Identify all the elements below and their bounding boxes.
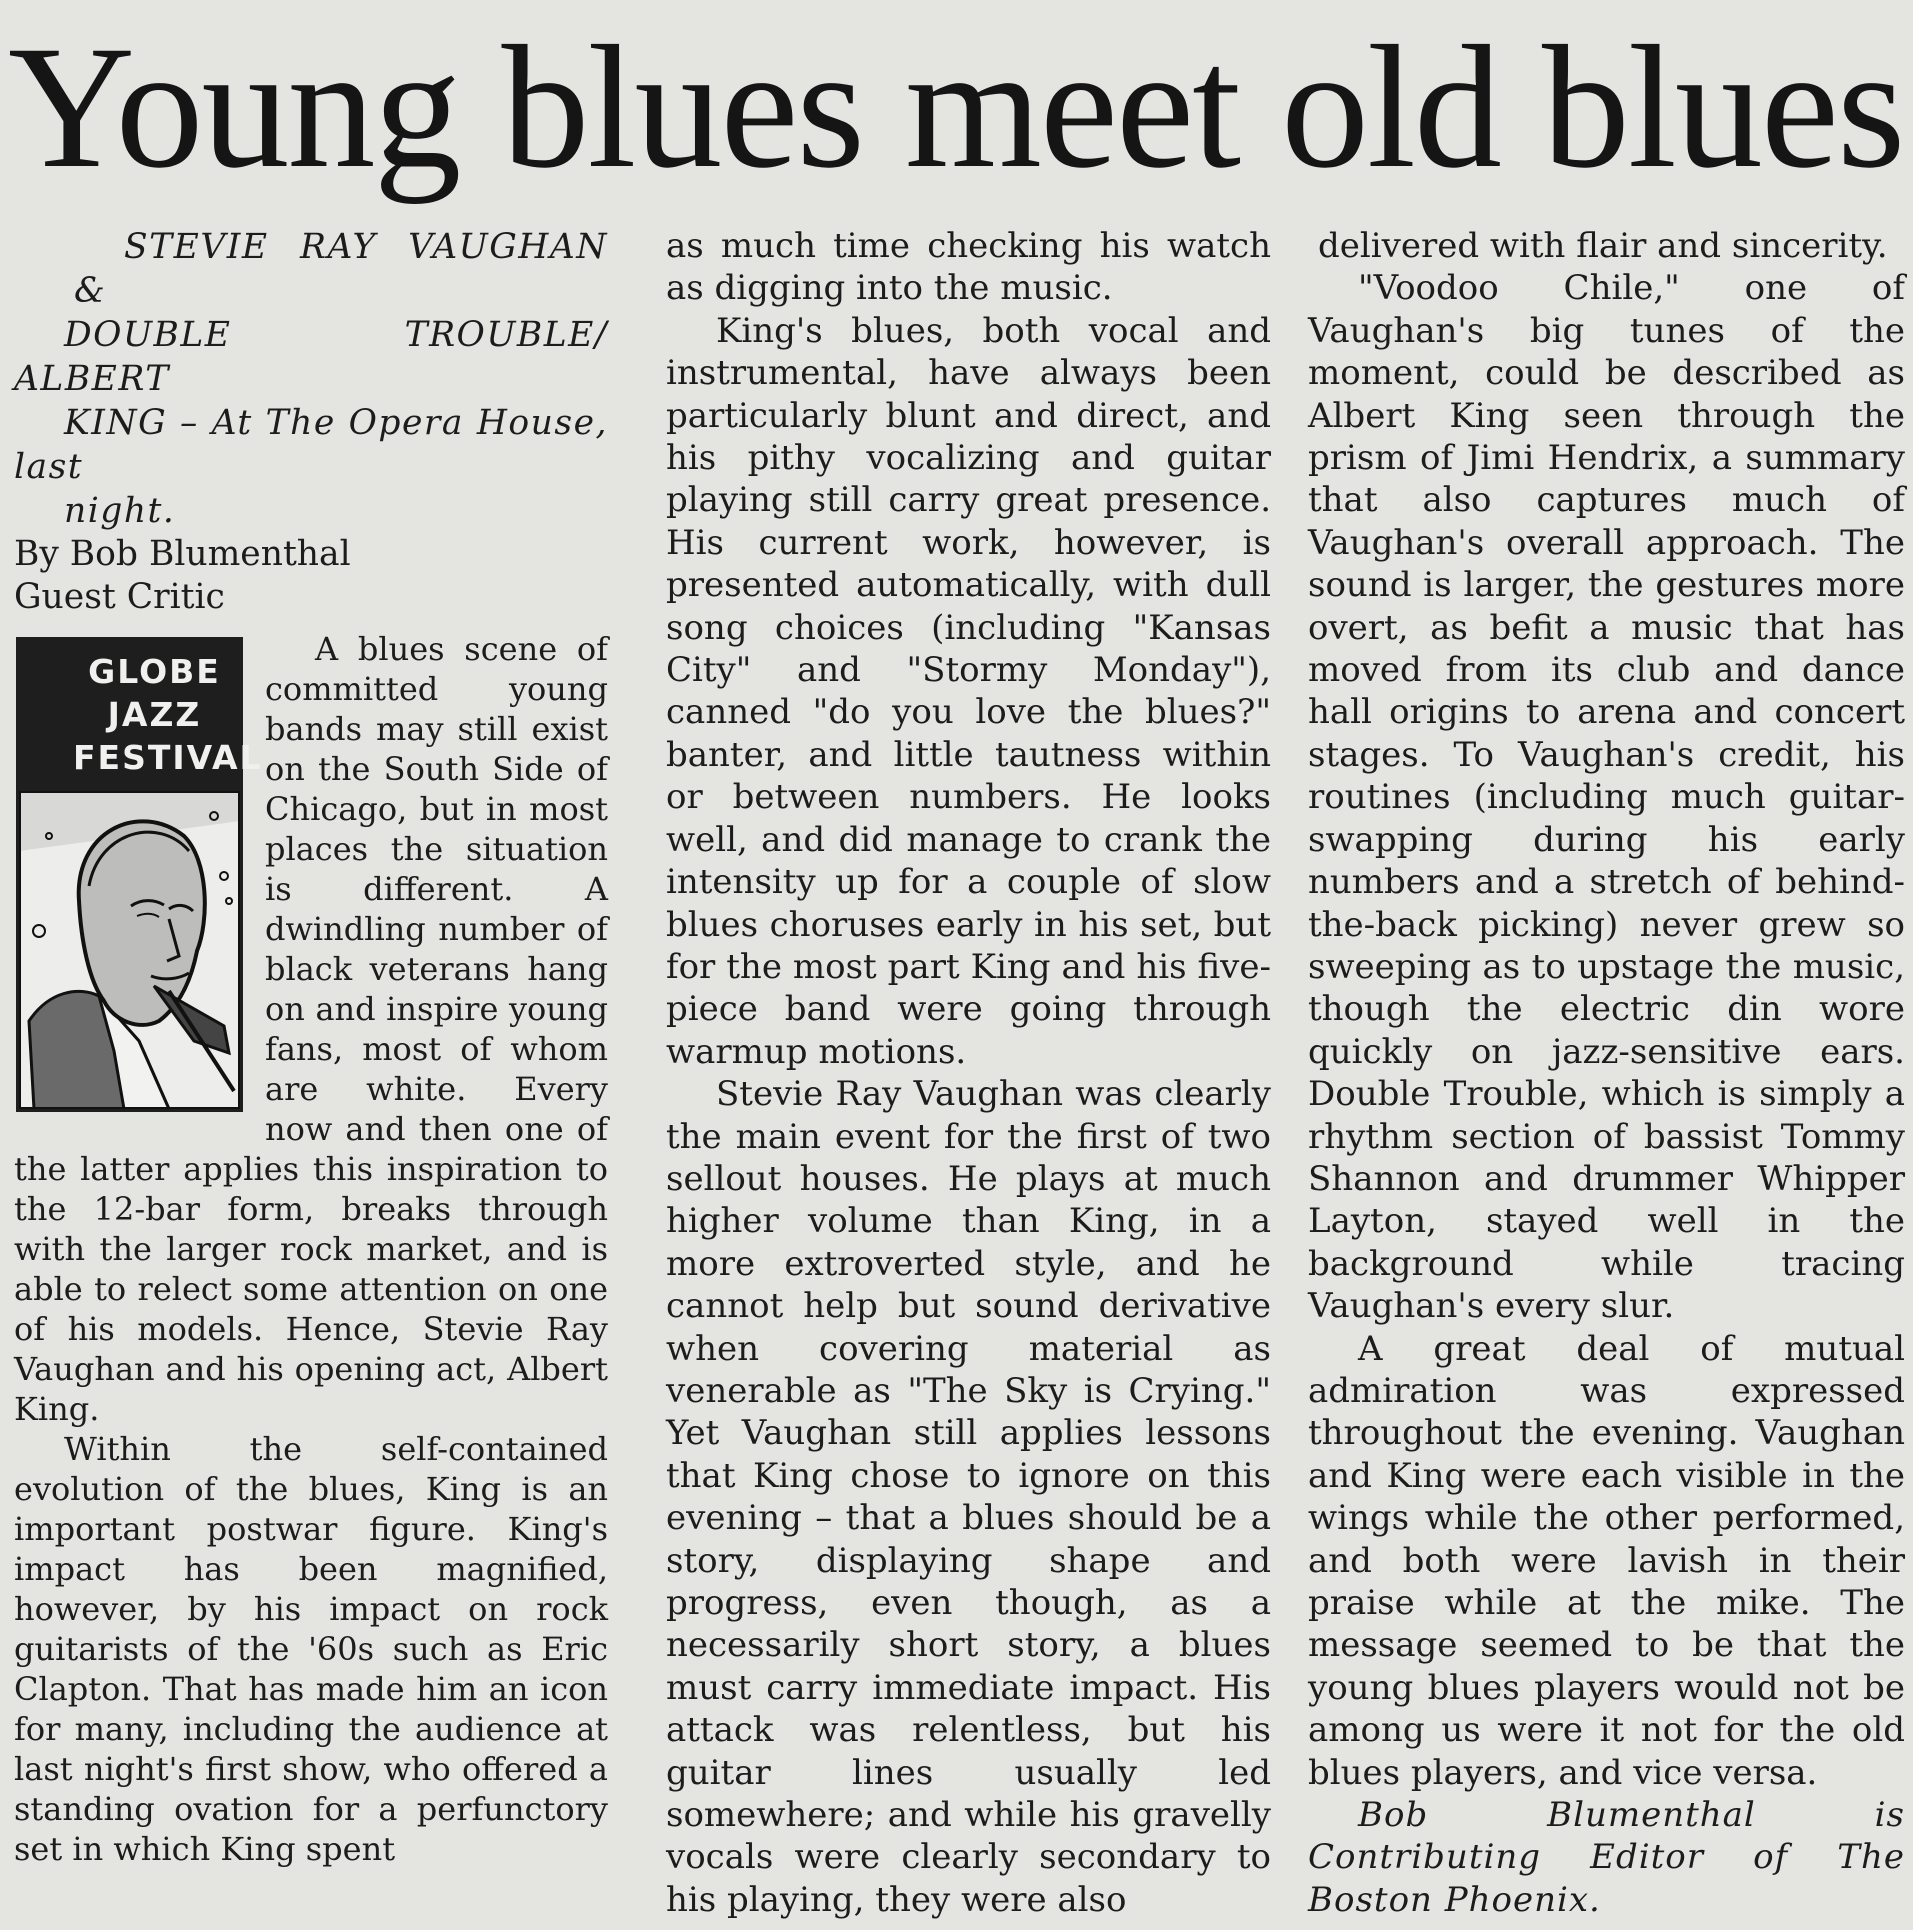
sidebar-title-line: FESTIVAL [73,738,263,777]
sidebar-title-line: JAZZ [107,695,202,734]
jazz-musician-illustration [19,791,240,1109]
byline-author: By Bob Blumenthal [14,534,351,574]
article-paragraph: as much time checking his watch as digging into the music. [666,226,1271,309]
article-paragraph: Stevie Ray Vaughan was clearly the main event for the first of two sellout houses. He plays at much higher volume than King, in a more extroverted style, and he cannot help but sound derivative when covering material as venerable as "The Sky is Crying." Yet Vaughan still applies lessons that King chose to ignore on this evening – that a blues should be a story, displaying shape and progress, even though, as a necessarily short story, a blues must carry immediate impact. His attack was relentless, but his guitar lines usually led somewhere; and while his gravelly vocals were clearly secondary to his playing, they were also [666,1074,1271,1920]
dek-line: night. [64,491,176,531]
globe-jazz-festival-logo [16,637,263,1112]
column-3 [1308,225,1905,1921]
article-paragraph: delivered with flair and sincerity. [1318,226,1888,266]
article-paragraph [14,629,608,1429]
column-2 [666,225,1271,1921]
article-paragraph: Within the self-contained evolution of the blues, King is an important postwar figure. King's impact has been magnified, however, by his impact on rock guitarists of the '60s such as Eric Clapton. That has made him an icon for many, including the audience at last night's first show, who offered a standing ovation for a perfunctory set in which King spent [14,1430,608,1868]
dek [14,225,608,533]
author-tagline: Bob Blumenthal is Contributing Editor of The Boston Phoenix. [1308,1795,1905,1920]
dek-line: DOUBLE TROUBLE/ ALBERT [14,315,608,399]
article-paragraph: "Voodoo Chile," one of Vaughan's big tunes of the moment, could be described as Albert King seen through the prism of Jimi Hendrix, a summary that also captures much of Vaughan's overall approach. The sound is larger, the gestures more overt, as befit a music that has moved from its club and dance hall origins to arena and concert stages. To Vaughan's credit, his routines (including much guitar-swapping during his early numbers and a stretch of behind-the-back picking) never grew so sweeping as to upstage the music, though the electric din wore quickly on jazz-sensitive ears. Double Trouble, which is simply a rhythm section of bassist Tommy Shannon and drummer Whipper Layton, stayed well in the background while tracing Vaughan's every slur. [1308,268,1905,1327]
dek-line: KING – At The Opera House, last [14,403,608,487]
dek-line: STEVIE RAY VAUGHAN & [74,227,608,311]
article-paragraph: A great deal of mutual admiration was expressed throughout the evening. Vaughan and King were each visible in the wings while the other performed, and both were lavish in their praise while at the mike. The message seemed to be that the young blues players would not be among us were it not for the old blues players, and vice versa. [1308,1328,1905,1793]
byline [14,533,608,619]
byline-role: Guest Critic [14,577,225,617]
sidebar-title-line: GLOBE [88,652,221,691]
column-1 [14,225,608,1869]
sidebar-title [19,640,263,791]
paragraph-text: A blues scene of committed young bands may still exist on the South Side of Chicago, but in most places the situation is different. A dwindling number of black veterans hang on and inspire young fans, most of whom are white. Every now and then one of the latter applies this inspiration to the 12-bar form, breaks through with the larger rock market, and is able to relect some attention on one of his models. Hence, Stevie Ray Vaughan and his opening act, Albert King. [14,630,608,1428]
article-paragraph: King's blues, both vocal and instrumental, have always been particularly blunt and direct, and his pithy vocalizing and guitar playing still carry great presence. His current work, however, is presented automatically, with dull song choices (including "Kansas City" and "Stormy Monday"), canned "do you love the blues?" banter, and little tautness within or between numbers. He looks well, and did manage to crank the intensity up for a couple of slow blues choruses early in his set, but for the most part King and his five-piece band were going through warmup motions. [666,310,1271,1072]
headline: Young blues meet old blues [8,10,1904,205]
